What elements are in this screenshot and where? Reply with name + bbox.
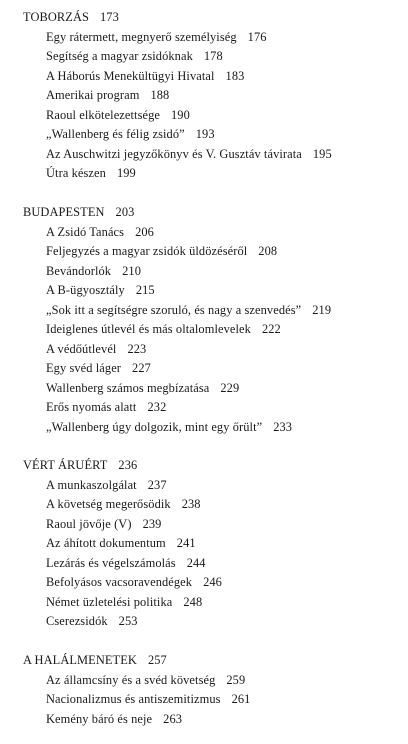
entry-title: Kemény báró és neje bbox=[46, 711, 153, 726]
toc-entry bbox=[0, 398, 408, 418]
entry-page-number: 199 bbox=[116, 166, 136, 180]
entry-page-number: 190 bbox=[171, 107, 190, 122]
section-page-number: 257 bbox=[147, 653, 167, 667]
entry-page-number: 178 bbox=[203, 49, 223, 63]
toc-entry bbox=[0, 47, 408, 67]
toc-entry bbox=[0, 242, 408, 262]
entry-title: Bevándorlók bbox=[46, 263, 112, 278]
section-heading bbox=[0, 8, 408, 28]
entry-page-number: 259 bbox=[226, 672, 246, 687]
entry-title: Útra készen bbox=[46, 166, 106, 180]
entry-page-number: 241 bbox=[176, 536, 196, 550]
entry-title: A Háborús Menekültügyi Hivatal bbox=[46, 68, 215, 83]
section-title: A HALÁLMENETEK bbox=[23, 653, 137, 667]
section-title: VÉRT ÁRUÉRT bbox=[23, 458, 108, 472]
entry-page-number: 233 bbox=[273, 419, 293, 434]
entry-title: „Sok itt a segítségre szoruló, és nagy a szenvedés” bbox=[46, 302, 302, 317]
entry-page-number: 195 bbox=[312, 146, 332, 161]
toc-section-toborzas bbox=[0, 8, 408, 184]
toc-entry bbox=[0, 320, 408, 340]
entry-page-number: 183 bbox=[225, 68, 245, 83]
toc-entry bbox=[0, 359, 408, 379]
entry-title: Amerikai program bbox=[46, 88, 140, 102]
entry-title: Feljegyzés a magyar zsidók üldözéséről bbox=[46, 244, 248, 258]
entry-title: Raoul jövője (V) bbox=[46, 516, 132, 531]
section-heading bbox=[0, 203, 408, 223]
toc-entry bbox=[0, 418, 408, 438]
entry-page-number: 246 bbox=[203, 575, 222, 589]
entry-title: „Wallenberg úgy dolgozik, mint egy őrült” bbox=[46, 419, 263, 434]
entry-page-number: 232 bbox=[147, 400, 167, 414]
toc-entry bbox=[0, 281, 408, 301]
entry-page-number: 248 bbox=[183, 594, 203, 609]
entry-title: A védőútlevél bbox=[46, 341, 117, 356]
section-title: TOBORZÁS bbox=[23, 10, 89, 24]
entry-title: Erős nyomás alatt bbox=[46, 400, 137, 414]
section-heading bbox=[0, 651, 408, 671]
entry-title: Segítség a magyar zsidóknak bbox=[46, 49, 193, 63]
entry-page-number: 238 bbox=[181, 497, 201, 511]
toc-entry bbox=[0, 690, 408, 710]
toc-entry bbox=[0, 125, 408, 145]
toc-entry bbox=[0, 301, 408, 321]
toc-entry bbox=[0, 145, 408, 165]
toc-entry bbox=[0, 593, 408, 613]
toc-entry bbox=[0, 67, 408, 87]
toc-section-vert-aruert bbox=[0, 456, 408, 632]
section-heading bbox=[0, 456, 408, 476]
entry-title: Nacionalizmus és antiszemitizmus bbox=[46, 692, 221, 706]
entry-title: A B-ügyosztály bbox=[46, 283, 125, 297]
toc-entry bbox=[0, 515, 408, 535]
toc-entry bbox=[0, 164, 408, 184]
entry-title: Wallenberg számos megbízatása bbox=[46, 380, 210, 395]
entry-title: Cserezsidók bbox=[46, 614, 108, 628]
entry-page-number: 176 bbox=[247, 29, 267, 44]
section-title: BUDAPESTEN bbox=[23, 205, 105, 219]
entry-title: Az Auschwitzi jegyzőkönyv és V. Gusztáv távirata bbox=[46, 146, 302, 161]
toc-entry bbox=[0, 573, 408, 593]
entry-page-number: 263 bbox=[163, 711, 183, 726]
entry-title: Ideiglenes útlevél és más oltalomlevelek bbox=[46, 322, 251, 336]
entry-title: A követség megerősödik bbox=[46, 497, 171, 511]
entry-title: Az államcsíny és a svéd követség bbox=[46, 672, 216, 687]
toc-entry bbox=[0, 671, 408, 691]
entry-title: Egy rátermett, megnyerő személyiség bbox=[46, 29, 237, 44]
toc-entry bbox=[0, 495, 408, 515]
toc-entry bbox=[0, 612, 408, 632]
toc-section-budapesten bbox=[0, 203, 408, 437]
entry-page-number: 215 bbox=[135, 283, 155, 297]
entry-page-number: 261 bbox=[231, 692, 251, 706]
toc-section-a-halalmenetek bbox=[0, 651, 408, 729]
entry-page-number: 208 bbox=[258, 244, 278, 258]
section-page-number: 236 bbox=[118, 458, 138, 472]
entry-page-number: 223 bbox=[127, 341, 147, 356]
entry-title: Raoul elkötelezettsége bbox=[46, 107, 161, 122]
section-page-number: 203 bbox=[115, 205, 135, 219]
entry-title: Német üzletelési politika bbox=[46, 594, 173, 609]
toc-entry bbox=[0, 223, 408, 243]
entry-page-number: 244 bbox=[186, 555, 206, 570]
toc-entry bbox=[0, 534, 408, 554]
entry-page-number: 239 bbox=[142, 516, 162, 531]
entry-page-number: 222 bbox=[261, 322, 281, 336]
entry-page-number: 229 bbox=[220, 380, 240, 395]
toc-entry bbox=[0, 86, 408, 106]
entry-title: Az áhított dokumentum bbox=[46, 536, 166, 550]
section-page-number: 173 bbox=[99, 10, 119, 24]
toc-entry bbox=[0, 28, 408, 48]
entry-title: Lezárás és végelszámolás bbox=[46, 555, 176, 570]
toc-entry bbox=[0, 340, 408, 360]
toc-entry bbox=[0, 379, 408, 399]
entry-title: A munkaszolgálat bbox=[46, 477, 137, 492]
entry-page-number: 237 bbox=[147, 477, 167, 492]
entry-page-number: 206 bbox=[135, 224, 154, 239]
entry-title: Befolyásos vacsoravendégek bbox=[46, 575, 193, 589]
toc-entry bbox=[0, 554, 408, 574]
entry-page-number: 188 bbox=[150, 88, 170, 102]
entry-page-number: 193 bbox=[195, 127, 215, 141]
entry-page-number: 219 bbox=[312, 302, 332, 317]
toc-entry bbox=[0, 476, 408, 496]
entry-page-number: 253 bbox=[118, 614, 138, 628]
entry-title: Egy svéd láger bbox=[46, 361, 122, 375]
entry-title: „Wallenberg és félig zsidó” bbox=[46, 127, 185, 141]
toc-entry bbox=[0, 710, 408, 730]
entry-title: A Zsidó Tanács bbox=[46, 224, 125, 239]
toc-entry bbox=[0, 106, 408, 126]
entry-page-number: 227 bbox=[132, 361, 151, 375]
entry-page-number: 210 bbox=[122, 263, 141, 278]
toc-entry bbox=[0, 262, 408, 282]
